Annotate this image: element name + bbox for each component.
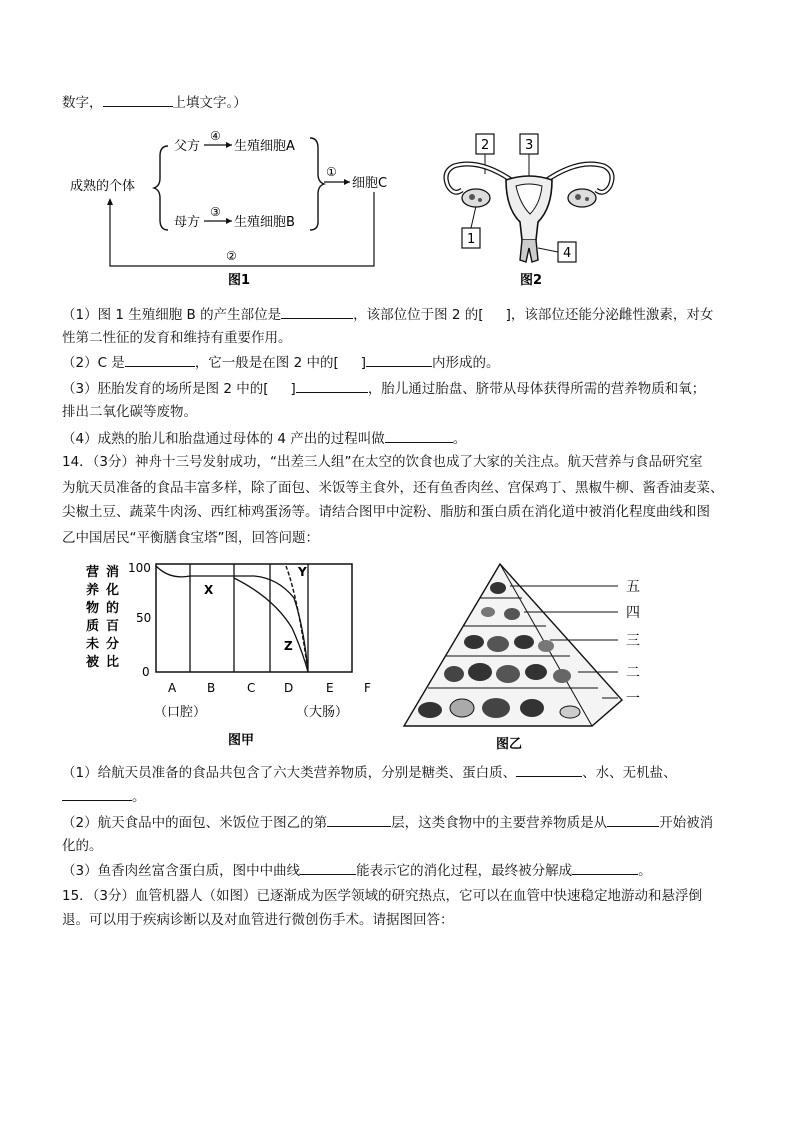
left-brace	[154, 146, 168, 230]
figure-1-caption: 图1	[228, 273, 251, 286]
answer-blank[interactable]	[366, 352, 432, 367]
y-label-char: 营	[86, 565, 100, 580]
x-tick-label: A	[168, 681, 177, 695]
text-line: （1）图 1 生殖细胞 B 的产生部位是 ，该部位位于图 2 的[ ]，该部位还能分泌雌性激素，对女	[62, 304, 713, 325]
y-label-char: 化	[106, 583, 120, 598]
y-label-char: 分	[106, 637, 120, 652]
num-3: ③	[210, 205, 221, 219]
cell-b-label: 生殖细胞B	[234, 215, 295, 230]
answer-blank[interactable]	[62, 786, 132, 801]
text-line: （2）航天食品中的面包、米饭位于图乙的第 层，这类食物中的主要营养物质是从 开始被消	[62, 812, 713, 833]
left-ovary	[462, 189, 490, 207]
level-1-label: 一	[626, 691, 640, 707]
y-label-char: 百	[106, 619, 120, 634]
text-line: 尖椒土豆、蔬菜牛肉汤、西红柿鸡蛋汤等。请结合图甲中淀粉、脂肪和蛋白质在消化道中被消化程度曲线和图	[62, 504, 710, 520]
label-3: 3	[525, 138, 534, 153]
y-axis-label-2	[105, 564, 119, 670]
plot-frame	[156, 564, 352, 672]
x-tick-label: F	[364, 681, 371, 695]
y-label-char: 消	[106, 565, 120, 580]
text-line: 化的。	[62, 838, 103, 854]
x-ticks	[168, 681, 371, 695]
y-label-char: 养	[86, 583, 100, 598]
y-tick-0: 0	[142, 665, 150, 679]
level-2-label: 二	[626, 665, 640, 681]
text-line: 乙中国居民“平衡膳食宝塔”图，回答问题：	[62, 530, 319, 546]
text-line: 为航天员准备的食品丰富多样，除了面包、米饭等主食外，还有鱼香肉丝、宫保鸡丁、黑椒牛柳、酱香油麦菜、	[62, 480, 724, 496]
father-label: 父方	[174, 139, 201, 154]
curve-y-label: Y	[298, 565, 307, 579]
text-line: 14．（3分）神舟十三号发射成功，“出差三人组”在太空的饮食也成了大家的关注点。航天营养与食品研究室	[62, 454, 703, 470]
text-line: 排出二氧化碳等废物。	[62, 404, 197, 420]
text-line: （1）给航天员准备的食品共包含了六大类营养物质，分别是糖类、蛋白质、 、水、无机盐、	[62, 762, 677, 783]
figure-jia-caption: 图甲	[228, 733, 255, 748]
text-line: 数字， 上填文字。）	[62, 92, 247, 113]
curve-x-label: X	[204, 583, 214, 597]
figure-2-caption: 图2	[520, 273, 543, 288]
figure-2-diagram	[440, 130, 630, 290]
text-line: （3）胚胎发育的场所是图 2 中的[ ] ，胎儿通过胎盘、脐带从母体获得所需的营养物质和氧；	[62, 378, 705, 399]
y-label-char: 未	[86, 637, 100, 652]
curve-y	[286, 566, 308, 672]
y-label-char: 比	[106, 655, 120, 670]
segment-right-label: （大肠）	[296, 705, 349, 720]
pyramid-outline	[404, 564, 622, 726]
text-line: 退。可以用于疾病诊断以及对血管进行微创伤手术。请据图回答：	[62, 912, 454, 928]
y-label-char: 质	[86, 619, 100, 634]
x-tick-label: E	[326, 681, 334, 695]
figure-yi-caption: 图乙	[496, 737, 523, 752]
answer-blank[interactable]	[572, 860, 638, 875]
figure-yi-pyramid	[400, 558, 650, 754]
vagina	[520, 240, 538, 262]
num-4: ④	[210, 129, 221, 143]
level-5-label: 五	[626, 579, 640, 595]
segment-left-label: （口腔）	[154, 705, 207, 720]
x-tick-label: B	[207, 681, 216, 695]
answer-blank[interactable]	[125, 352, 195, 367]
text-line: 。	[62, 786, 146, 807]
y-label-char: 物	[86, 601, 100, 616]
text-line: 性第二性征的发育和维持有重要作用。	[62, 330, 292, 346]
y-label-char: 被	[86, 655, 100, 670]
answer-blank[interactable]	[281, 304, 353, 319]
label-2: 2	[481, 138, 490, 153]
answer-blank[interactable]	[300, 860, 356, 875]
y-axis-label-1	[86, 564, 99, 670]
answer-blank[interactable]	[385, 428, 453, 443]
text-line: （4）成熟的胎儿和胎盘通过母体的 4 产出的过程叫做 。	[62, 428, 466, 449]
answer-blank[interactable]	[607, 812, 659, 827]
text-line: （2）C 是 ，它一般是在图 2 中的[ ] 内形成的。	[62, 352, 500, 373]
y-tick-50: 50	[136, 611, 152, 625]
y-label-char: 的	[106, 601, 120, 616]
right-ovary	[568, 189, 596, 207]
answer-blank[interactable]	[516, 762, 582, 777]
answer-blank[interactable]	[296, 378, 368, 393]
label-4: 4	[563, 246, 572, 261]
mature-individual-label: 成熟的个体	[70, 179, 136, 194]
x-tick-label: D	[284, 681, 294, 695]
text-line: （3）鱼香肉丝富含蛋白质，图中中曲线 能表示它的消化过程，最终被分解成 。	[62, 860, 652, 881]
label-1: 1	[467, 232, 476, 247]
mother-label: 母方	[174, 215, 201, 230]
curve-z	[234, 578, 308, 672]
cell-a-label: 生殖细胞A	[234, 139, 295, 154]
curve-z-label: Z	[284, 639, 293, 653]
x-tick-label: C	[247, 681, 256, 695]
answer-blank[interactable]	[103, 92, 173, 107]
level-4-label: 四	[626, 605, 640, 621]
cell-c-label: 细胞C	[352, 176, 388, 191]
level-3-label: 三	[626, 633, 640, 649]
right-brace	[310, 138, 324, 230]
figure-jia-chart	[74, 558, 394, 750]
num-1: ①	[326, 165, 337, 179]
answer-blank[interactable]	[327, 812, 391, 827]
num-2: ②	[226, 249, 237, 263]
text-line: 15．（3分）血管机器人（如图）已逐渐成为医学领域的研究热点，它可以在血管中快速稳定地游动和悬浮倒	[62, 888, 703, 904]
figure-1-diagram	[68, 126, 408, 286]
y-tick-100: 100	[128, 561, 151, 575]
